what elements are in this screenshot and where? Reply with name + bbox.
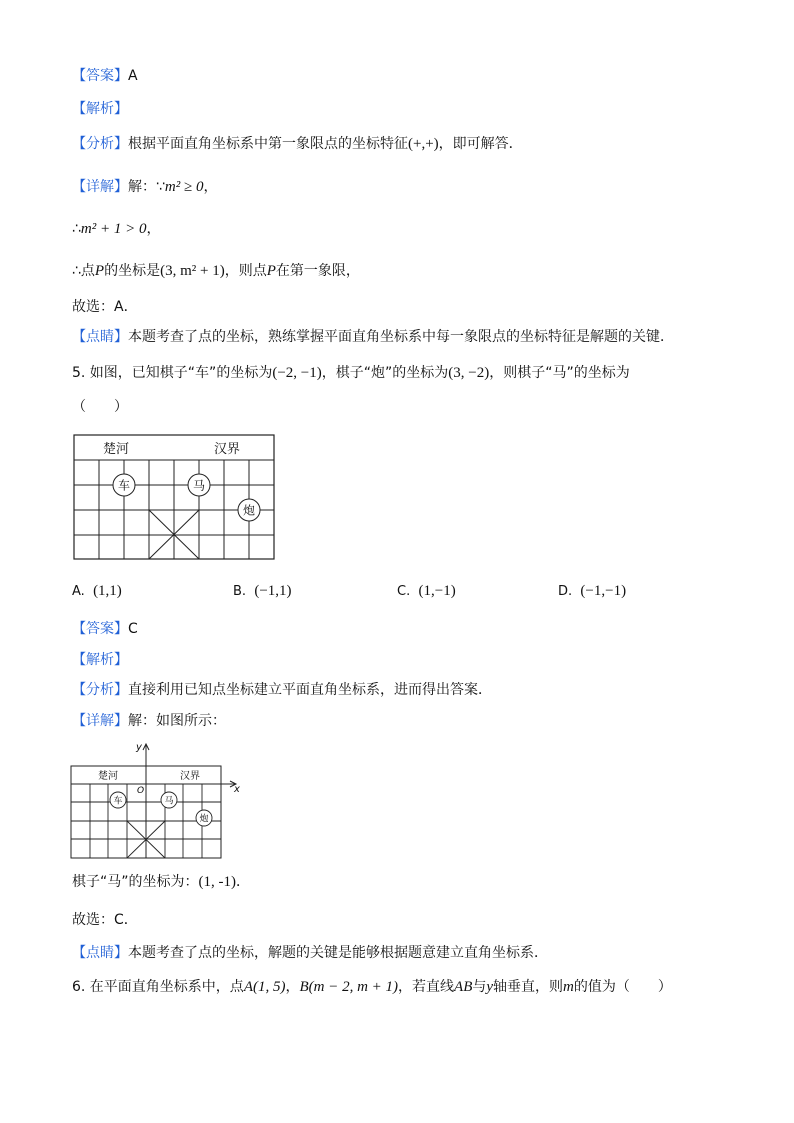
detail-comma-2: ， <box>146 221 161 237</box>
answer-bracket: （ ） <box>72 399 128 415</box>
q4-detail-line <box>72 177 217 197</box>
detail-tag: 【详解】 <box>72 713 128 729</box>
analysis-tag: 【解析】 <box>72 101 128 117</box>
board-label-left: 楚河 <box>103 442 130 457</box>
option-a <box>72 581 122 602</box>
q4-comment-line <box>72 327 674 347</box>
q6-stem-a: 6. 在平面直角坐标系中，点 <box>72 979 244 995</box>
q6-line-ab: AB <box>454 979 473 995</box>
q5-stem-line <box>72 363 630 383</box>
comment-text: 本题考查了点的坐标，熟练掌握平面直角坐标系中每一象限点的坐标特征是解题的关键． <box>128 329 674 345</box>
axis-label-x: x <box>234 784 240 795</box>
detail-solve: 解： <box>128 179 156 195</box>
board-label-right: 汉界 <box>180 771 200 782</box>
q5-stem-math-2: (3, −2) <box>448 365 490 381</box>
option-letter: A. <box>72 584 85 599</box>
detail-math-1: m² ≥ 0 <box>164 179 204 195</box>
fenxi-math: (+,+) <box>408 136 439 152</box>
choose-text: 故选：C． <box>72 912 138 928</box>
q6-stem-line <box>72 977 672 997</box>
fenxi-text: 直接利用已知点坐标建立平面直角坐标系，进而得出答案． <box>128 682 492 698</box>
q6-stem-d: 与 <box>472 979 487 995</box>
fenxi-tag: 【分析】 <box>72 682 128 698</box>
detail-comma-1: ， <box>203 179 218 195</box>
q6-stem-c: ，若直线 <box>398 979 455 995</box>
point-p: P <box>94 263 105 279</box>
option-d <box>558 581 626 602</box>
detail-point-d: 在第一象限， <box>275 263 360 279</box>
analysis-tag: 【解析】 <box>72 652 128 668</box>
choose-text: 故选：A． <box>72 299 138 315</box>
point-p: P <box>266 263 276 279</box>
result-text: 棋子“马”的坐标为： <box>72 874 199 890</box>
q5-answer-line <box>72 619 138 639</box>
detail-point-c: ，则点 <box>224 263 267 279</box>
fenxi-text-end: ，即可解答． <box>438 136 523 152</box>
piece-pao: 炮 <box>199 814 209 825</box>
fenxi-text: 根据平面直角坐标系中第一象限点的坐标特征 <box>128 136 408 152</box>
therefore-symbol: ∴ <box>72 263 81 279</box>
piece-pao: 炮 <box>242 503 256 518</box>
result-end: ． <box>236 874 251 890</box>
q5-bracket-line <box>72 397 128 417</box>
q6-point-a: A(1, 5) <box>243 979 286 995</box>
detail-point-a: 点 <box>80 263 95 279</box>
result-math: (1, -1) <box>198 874 237 890</box>
q5-detail-line <box>72 711 226 731</box>
q5-stem-c: ，则棋子“马”的坐标为 <box>489 365 630 381</box>
q5-choose-line <box>72 910 138 930</box>
q4-fenxi-line <box>72 134 523 154</box>
q4-answer-line <box>72 66 138 86</box>
option-value: (1,1) <box>93 583 122 599</box>
chess-board-axes-figure <box>70 738 250 862</box>
answer-value: C <box>128 621 138 637</box>
piece-che: 车 <box>117 478 131 493</box>
q4-therefore-line-1 <box>72 219 161 239</box>
answer-value: A <box>128 68 138 84</box>
option-value: (−1,−1) <box>580 583 627 599</box>
because-symbol: ∵ <box>156 179 165 195</box>
q6-stem-b: ， <box>285 979 300 995</box>
q4-choose-line <box>72 297 138 317</box>
option-value: (1,−1) <box>418 583 456 599</box>
piece-ma: 马 <box>164 796 174 807</box>
answer-tag: 【答案】 <box>72 68 128 84</box>
comment-text: 本题考查了点的坐标，解题的关键是能够根据题意建立直角坐标系． <box>128 945 548 961</box>
q6-point-b: B(m − 2, m + 1) <box>299 979 399 995</box>
q5-fenxi-line <box>72 680 492 700</box>
q5-result-line <box>72 872 250 892</box>
answer-tag: 【答案】 <box>72 621 128 637</box>
board-label-left: 楚河 <box>98 771 118 782</box>
q5-stem-a: 5. 如图，已知棋子“车”的坐标为 <box>72 365 273 381</box>
detail-text: 解：如图所示： <box>128 713 226 729</box>
detail-math-2: m² + 1 > 0 <box>80 221 147 237</box>
chess-board-figure <box>73 434 275 560</box>
option-b <box>233 581 292 602</box>
board-label-right: 汉界 <box>214 442 241 457</box>
q6-y-axis: y <box>486 979 494 995</box>
therefore-symbol: ∴ <box>72 221 81 237</box>
detail-tag: 【详解】 <box>72 179 128 195</box>
option-letter: C. <box>397 584 411 599</box>
q6-stem-e: 轴垂直，则 <box>493 979 564 995</box>
option-value: (−1,1) <box>254 583 292 599</box>
q6-var-m: m <box>563 979 574 995</box>
q4-analysis-line <box>72 99 128 119</box>
detail-math-3: (3, m² + 1) <box>160 263 225 279</box>
axis-label-y: y <box>136 742 142 753</box>
option-letter: B. <box>233 584 247 599</box>
comment-tag: 【点睛】 <box>72 945 128 961</box>
q6-stem-f: 的值为（ ） <box>573 979 672 995</box>
fenxi-tag: 【分析】 <box>72 136 128 152</box>
piece-che: 车 <box>113 796 123 807</box>
q5-comment-line <box>72 943 548 963</box>
detail-point-b: 的坐标是 <box>104 263 161 279</box>
option-c <box>397 581 456 602</box>
q5-stem-math-1: (−2, −1) <box>272 365 322 381</box>
origin-label: O <box>137 786 145 796</box>
option-letter: D. <box>558 584 573 599</box>
piece-ma: 马 <box>192 478 206 493</box>
q5-analysis-line <box>72 650 128 670</box>
q4-therefore-line-2 <box>72 261 360 281</box>
comment-tag: 【点睛】 <box>72 329 128 345</box>
q5-stem-b: ，棋子“炮”的坐标为 <box>321 365 449 381</box>
